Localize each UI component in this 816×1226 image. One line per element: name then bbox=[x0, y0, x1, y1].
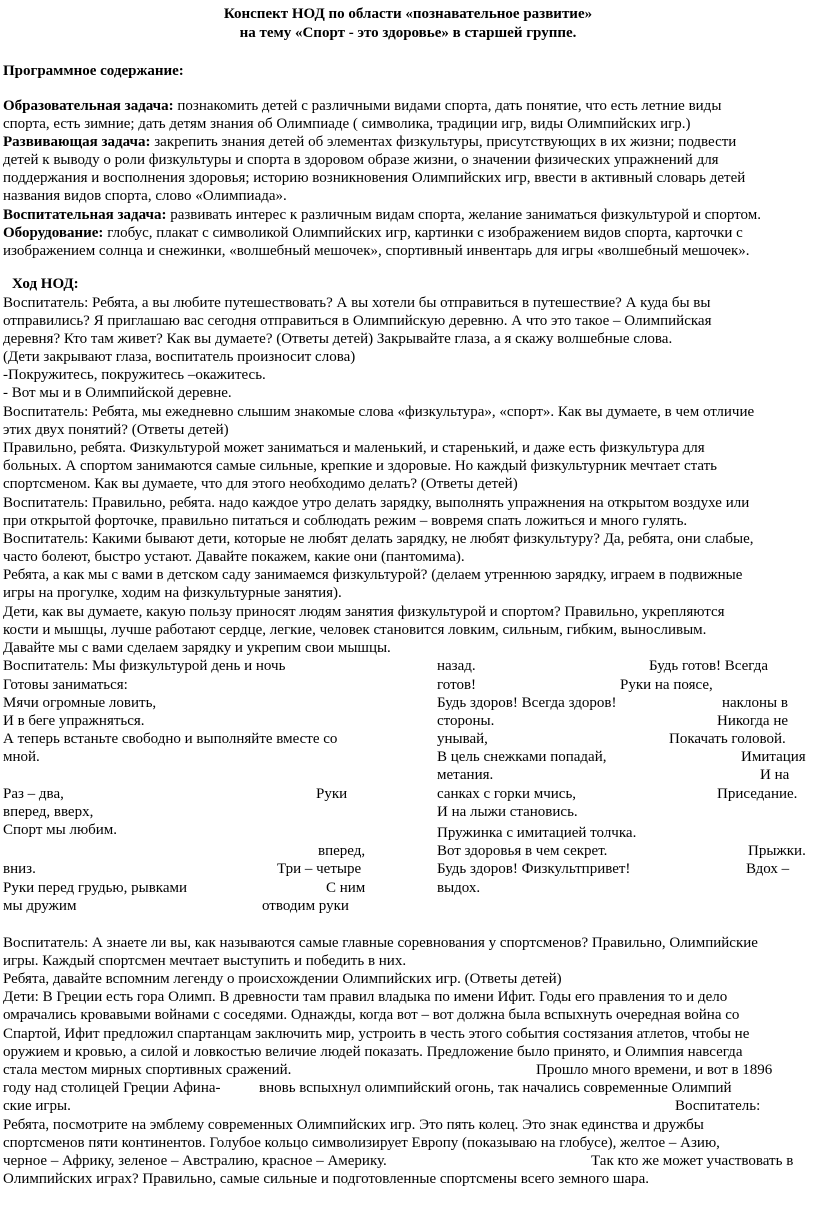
ed-task-line-1 bbox=[3, 206, 761, 225]
title-line-2: на тему «Спорт - это здоровье» в старшей группе. bbox=[239, 25, 577, 41]
poem-left-line: мной. bbox=[3, 749, 40, 765]
poem-right-line: готов! bbox=[437, 677, 477, 693]
olympics-line: спортсменов пяти континентов. Голубое кольцо символизирует Европу (показываю на глобусе), желтое – Азию, bbox=[3, 1135, 720, 1151]
poem-right-line: назад. bbox=[437, 658, 476, 674]
equipment-label: Оборудование: bbox=[3, 225, 104, 241]
poem-left-line: Три – четыре bbox=[277, 861, 362, 877]
olympics-line: Воспитатель: bbox=[675, 1098, 761, 1114]
dev-task-line-4: названия видов спорта, слово «Олимпиада». bbox=[3, 188, 287, 204]
poem-left-line: Мячи огромные ловить, bbox=[3, 695, 157, 711]
course-line: спортсменом. Как вы думаете, что для этого необходимо делать? (Ответы детей) bbox=[3, 476, 518, 492]
course-line: -Покружитесь, покружитесь –окажитесь. bbox=[3, 367, 266, 383]
olympics-line: Ребята, давайте вспомним легенду о происхождении Олимпийских игр. (Ответы детей) bbox=[3, 971, 562, 987]
olympics-line: Так кто же может участвовать в bbox=[591, 1153, 794, 1169]
course-line: этих двух понятий? (Ответы детей) bbox=[3, 422, 229, 438]
olympics-line: стала местом мирных спортивных сражений. bbox=[3, 1062, 292, 1078]
poem-right-line: Имитация bbox=[741, 749, 806, 765]
course-line: отправились? Я приглашаю вас сегодня отправиться в Олимпийскую деревню. А что это такое – Олимпийская bbox=[3, 313, 712, 329]
poem-left-line: Раз – два, bbox=[3, 786, 64, 802]
poem-left-line: Готовы заниматься: bbox=[3, 677, 128, 693]
dev-task-text: закрепить знания детей об элементах физкультуры, присутствующих в их жизни; подвести bbox=[150, 134, 737, 150]
poem-right-line: Никогда не bbox=[717, 713, 789, 729]
edu-task-label: Образовательная задача: bbox=[3, 98, 174, 114]
dev-task-line-1 bbox=[3, 133, 736, 152]
course-line: Воспитатель: Ребята, мы ежедневно слышим знакомые слова «физкультура», «спорт». Как вы думаете, в чем отличие bbox=[3, 404, 755, 420]
course-line: игры на прогулке, ходим на физкультурные занятия). bbox=[3, 585, 342, 601]
poem-left-line: отводим руки bbox=[262, 898, 349, 914]
poem-left-line: А теперь встаньте свободно и выполняйте вместе со bbox=[3, 731, 338, 747]
edu-task-text: познакомить детей с различными видами спорта, дать понятие, что есть летние виды bbox=[173, 98, 722, 114]
olympics-line: омрачались кровавыми войнами с соседями. Однажды, когда вот – вот должна была вспыхнуть очередная война со bbox=[3, 1007, 740, 1023]
course-line: Ребята, а как мы с вами в детском саду занимаемся физкультурой? (делаем утреннюю зарядку, играем в подвижные bbox=[3, 567, 743, 583]
poem-right-line: Будь здоров! Физкультпривет! bbox=[437, 861, 631, 877]
edu-task-line-2: спорта, есть зимние; дать детям знания об Олимпиаде ( символика, традиции игр, виды Олимпийских игр.) bbox=[3, 116, 691, 132]
olympics-line: Прошло много времени, и вот в 1896 bbox=[536, 1062, 773, 1078]
olympics-line: ские игры. bbox=[3, 1098, 71, 1114]
poem-left-line: вниз. bbox=[3, 861, 36, 877]
course-line: часто болеют, быстро устают. Давайте покажем, какие они (пантомима). bbox=[3, 549, 465, 565]
poem-right-line: В цель снежками попадай, bbox=[437, 749, 607, 765]
ed-task-text: развивать интерес к различным видам спорта, желание заниматься физкультурой и спортом. bbox=[166, 207, 761, 223]
poem-left-line: Руки перед грудью, рывками bbox=[3, 880, 188, 896]
course-line: больных. А спортом занимаются самые сильные, крепкие и здоровые. Но каждый физкультурник мечтает стать bbox=[3, 458, 718, 474]
course-line: Правильно, ребята. Физкультурой может заниматься и маленький, и старенький, и даже есть физкультура для bbox=[3, 440, 705, 456]
poem-left-line: И в беге упражняться. bbox=[3, 713, 145, 729]
poem-right-line: Будь готов! Всегда bbox=[649, 658, 768, 674]
poem-left-line: Спорт мы любим. bbox=[3, 822, 118, 838]
poem-right-line: санках с горки мчись, bbox=[437, 786, 577, 802]
poem-left-line: С ним bbox=[326, 880, 366, 896]
course-line: Давайте мы с вами сделаем зарядку и укрепим свои мышцы. bbox=[3, 640, 391, 656]
olympics-line: Ребята, посмотрите на эмблему современных Олимпийских игр. Это пять колец. Это знак единства и дружбы bbox=[3, 1117, 704, 1133]
ed-task-label: Воспитательная задача: bbox=[3, 207, 167, 223]
poem-right-line: выдох. bbox=[437, 880, 481, 896]
olympics-line: Воспитатель: А знаете ли вы, как называются самые главные соревнования у спортсменов? Правильно, Олимпийские bbox=[3, 935, 758, 951]
course-line: (Дети закрывают глаза, воспитатель произносит слова) bbox=[3, 349, 356, 365]
olympics-line: вновь вспыхнул олимпийский огонь, так начались современные Олимпий bbox=[259, 1080, 732, 1096]
olympics-line: черное – Африку, зеленое – Австралию, красное – Америку. bbox=[3, 1153, 387, 1169]
course-line: Воспитатель: Ребята, а вы любите путешествовать? А вы хотели бы отправиться в путешествие? А куда бы вы bbox=[3, 295, 711, 311]
poem-right-line: Прыжки. bbox=[748, 843, 806, 859]
program-heading: Программное содержание: bbox=[3, 63, 184, 79]
poem-left-line: мы дружим bbox=[3, 898, 77, 914]
poem-left-line: вперед, вверх, bbox=[3, 804, 94, 820]
course-line: кости и мышцы, лучше работают сердце, легкие, человек становится ловким, сильным, гибким, выносливым. bbox=[3, 622, 707, 638]
equipment-line-1 bbox=[3, 224, 743, 243]
equipment-text: глобус, плакат с символикой Олимпийских игр, картинки с изображением видов спорта, карточки с bbox=[103, 225, 743, 241]
poem-right-line: Руки на поясе, bbox=[620, 677, 713, 693]
poem-right-line: Вдох – bbox=[746, 861, 790, 877]
edu-task-line-1 bbox=[3, 97, 721, 116]
poem-right-line: метания. bbox=[437, 767, 494, 783]
poem-right-line: Будь здоров! Всегда здоров! bbox=[437, 695, 617, 711]
poem-right-line: стороны. bbox=[437, 713, 495, 729]
poem-left-line: вперед, bbox=[318, 843, 366, 859]
course-line: Дети, как вы думаете, какую пользу приносят людям занятия физкультурой и спортом? Правильно, укрепляются bbox=[3, 604, 725, 620]
dev-task-line-2: детей к выводу о роли физкультуры и спорта в здоровом образе жизни, о значении физических упражнений для bbox=[3, 152, 719, 168]
course-line: Воспитатель: Правильно, ребята. надо каждое утро делать зарядку, выполнять упражнения на открытом воздухе или bbox=[3, 495, 750, 511]
poem-right-line: Покачать головой. bbox=[669, 731, 786, 747]
olympics-line: году над столицей Греции Афина- bbox=[3, 1080, 221, 1096]
poem-right-line: унывай, bbox=[437, 731, 488, 747]
course-heading: Ход НОД: bbox=[12, 276, 79, 292]
course-line: деревня? Кто там живет? Как вы думаете? (Ответы детей) Закрывайте глаза, а я скажу волшебные слова. bbox=[3, 331, 673, 347]
poem-right-line: И на bbox=[760, 767, 790, 783]
olympics-line: Олимпийских играх? Правильно, самые сильные и подготовленные спортсмены всего земного шара. bbox=[3, 1171, 650, 1187]
poem-right-line: Приседание. bbox=[717, 786, 798, 802]
olympics-line: оружием и кровью, а силой и ловкостью величие людей показать. Предложение было принято, и Олимпия навсегда bbox=[3, 1044, 743, 1060]
course-line: при открытой форточке, правильно питаться и соблюдать режим – вовремя спать ложиться и много гулять. bbox=[3, 513, 688, 529]
olympics-line: Спартой, Ифит предложил спартанцам заключить мир, устроить в честь этого события состязания атлетов, чтобы не bbox=[3, 1026, 750, 1042]
poem-left-line: Воспитатель: Мы физкультурой день и ночь bbox=[3, 658, 286, 674]
poem-right-line: наклоны в bbox=[722, 695, 788, 711]
course-line: - Вот мы и в Олимпийской деревне. bbox=[3, 385, 232, 401]
poem-left-line: Руки bbox=[316, 786, 348, 802]
equipment-line-2: изображением солнца и снежинки, «волшебный мешочек», спортивный инвентарь для игры «волшебный мешочек». bbox=[3, 243, 750, 259]
poem-right-line: Пружинка с имитацией толчка. bbox=[437, 825, 637, 841]
olympics-line: игры. Каждый спортсмен мечтает выступить и победить в них. bbox=[3, 953, 407, 969]
poem-right-line: И на лыжи становись. bbox=[437, 804, 578, 820]
dev-task-line-3: поддержания и восполнения здоровья; историю возникновения Олимпийских игр, ввести в активный словарь детей bbox=[3, 170, 746, 186]
dev-task-label: Развивающая задача: bbox=[3, 134, 151, 150]
course-line: Воспитатель: Какими бывают дети, которые не любят делать зарядку, не любят физкультуру? Да, ребята, они слабые, bbox=[3, 531, 754, 547]
poem-right-line: Вот здоровья в чем секрет. bbox=[437, 843, 608, 859]
olympics-line: Дети: В Греции есть гора Олимп. В древности там правил владыка по имени Ифит. Годы его правления то и дело bbox=[3, 989, 728, 1005]
title-line-1: Конспект НОД по области «познавательное развитие» bbox=[223, 6, 593, 22]
